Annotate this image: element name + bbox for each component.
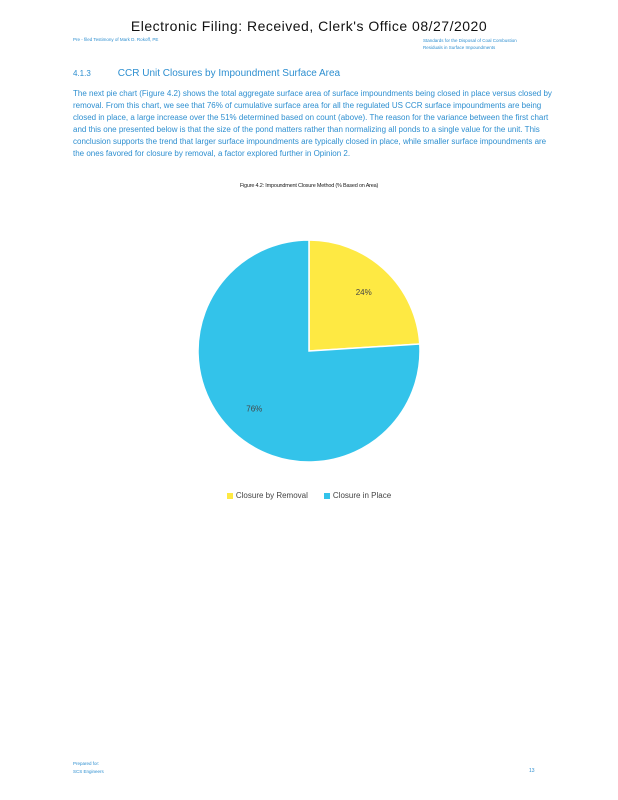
legend-label-removal: Closure by Removal xyxy=(235,491,308,500)
section-heading xyxy=(73,68,340,79)
section-title: CCR Unit Closures by Impoundment Surface Area xyxy=(117,68,341,79)
header-right-text: Standards for the Disposal of Coal Combustion Residuals in Surface Impoundments xyxy=(423,38,517,50)
pie-data-label-1: 76% xyxy=(246,404,263,414)
header-left-text: Pre - filed Testimony of Mark D. Rokoff, PE xyxy=(73,37,159,42)
pie-data-label-0: 24% xyxy=(355,287,372,297)
legend-swatch-in-place xyxy=(324,493,330,499)
footer-prepared-for xyxy=(73,760,104,776)
page-number: 13 xyxy=(529,768,535,774)
footer-prepared-for-label: Prepared for: xyxy=(73,761,100,766)
pie-chart xyxy=(0,220,618,480)
section-number: 4.1.3 xyxy=(73,69,91,78)
legend-swatch-removal xyxy=(227,493,233,499)
legend-item-in-place xyxy=(324,491,391,500)
figure-caption: Figure 4.2: Impoundment Closure Method (% Based on Area) xyxy=(239,183,379,189)
filing-stamp: Electronic Filing: Received, Clerk's Office 08/27/2020 xyxy=(130,18,488,34)
chart-legend xyxy=(0,491,618,500)
legend-item-removal xyxy=(227,491,308,500)
legend-label-in-place: Closure in Place xyxy=(332,491,392,500)
footer-prepared-for-value: SCS Engineers xyxy=(73,769,104,774)
body-paragraph: The next pie chart (Figure 4.2) shows the total aggregate surface area of surface impoundments being closed in place versus closed by removal. From this chart, we see that 76% of cumulative surface area for all the regulated US CCR surface impoundments are being closed in place, a large increase over the 51% determined based on count (above). The reason for the variance between the first chart and this one presented below is that the size of the pond matters rather than normalizing all ponds to a single value for the unit. This conclusion supports the trend that larger surface impoundments are typically closed in place, while smaller surface impoundments are the ones favored for closure by removal, a factor explored further in Opinion 2. xyxy=(73,89,552,158)
